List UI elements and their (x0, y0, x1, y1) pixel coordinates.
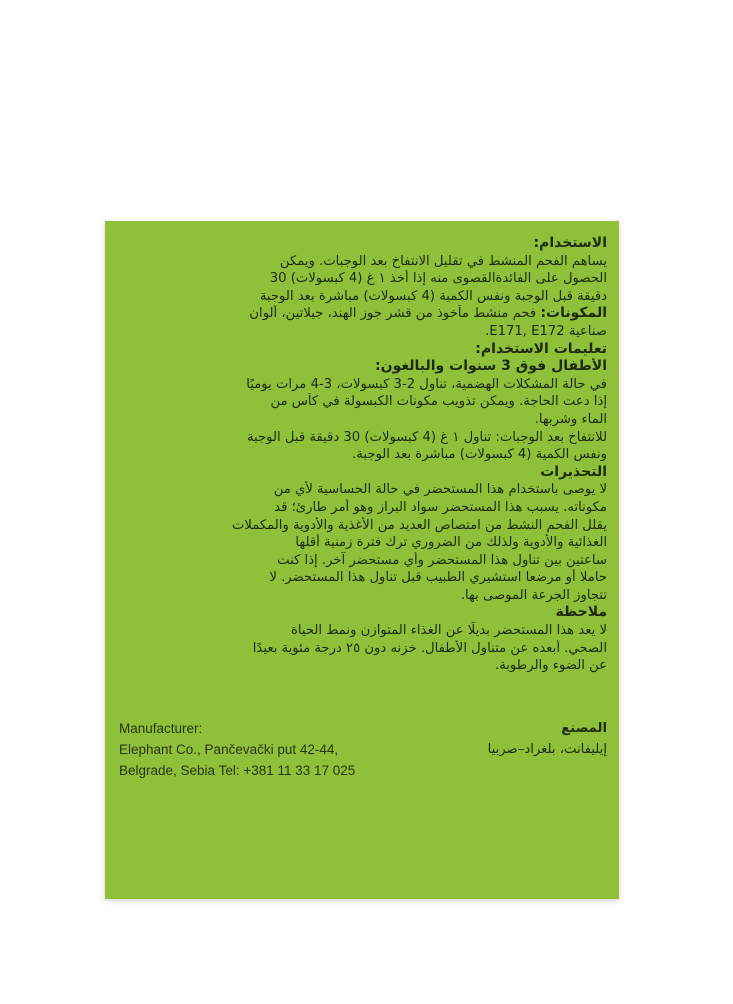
arabic-text-block (117, 235, 607, 675)
warnings-line: ساعتين بين تناول هذا المستحضر وأي مستحضر آخر. إذا كنت (277, 552, 607, 568)
warnings-line: مكوناته. يسبب هذا المستحضر سواد البراز وهو أمر طارئ؛ قد (274, 499, 607, 515)
manufacturer-address-line: Elephant Co., Pančevački put 42-44, (119, 742, 339, 757)
instructions-line: في حالة المشكلات الهضمية، تناول 2-3 كبسولات، 3-4 مرات يوميًا (246, 376, 607, 392)
warnings-line: الغذائية والأدوية ولذلك من الضروري ترك فترة زمنية أقلها (295, 535, 607, 551)
instructions-line: إذا دعت الحاجة. ويمكن تذويب مكونات الكبسولة في كأس من (270, 394, 607, 410)
warnings-line: يقلل الفحم النشط من امتصاص العديد من الأغذية والأدوية والمكملات (231, 517, 607, 533)
usage-line: الحصول على الفائدةالقصوى منه إذا أخذ ١ غ (4 كبسولات) 30 (269, 271, 607, 287)
warnings-line: لا يوصى باستخدام هذا المستحضر في حالة الحساسية لأي من (273, 482, 607, 498)
manufacturer-address-line: Belgrade, Sebia Tel: +381 11 33 17 025 (119, 763, 356, 778)
warnings-heading: التحذيرات (540, 463, 607, 480)
instructions-line: للانتفاخ بعد الوجبات: تناول ١ غ (4 كبسولات) 30 دقيقة قبل الوجبة (246, 429, 607, 445)
instructions-subheading: الأطفال فوق 3 سنوات والبالغون: (375, 358, 607, 375)
usage-line: دقيقة قبل الوجبة ونفس الكمية (4 كبسولات) مباشرة بعد الوجبة (259, 288, 607, 304)
ingredients-row (117, 305, 607, 323)
manufacturer-arabic (488, 718, 607, 760)
warnings-line: تتجاوز الجرعة الموصى بها. (460, 587, 607, 603)
note-line: عن الضوء والرطوبة. (495, 658, 607, 674)
manufacturer-heading: Manufacturer: (119, 721, 203, 736)
instructions-heading: تعليمات الاستخدام: (475, 340, 607, 357)
manufacturer-english (119, 718, 355, 781)
note-line: الصحي. أبعده عن متناول الأطفال. خزنه دون ٢٥ درجة مئوية بعيدًا (252, 640, 607, 656)
ingredients-line: فحم منشط مأخوذ من قشر جوز الهند، جيلاتين، ألوان (249, 306, 537, 322)
ingredients-line: صناعية E171, E172. (485, 323, 607, 339)
note-heading: ملاحظة (555, 604, 607, 621)
usage-heading: الاستخدام: (533, 235, 607, 251)
note-line: لا يعد هذا المستحضر بديلًا عن الغذاء المتوازن ونمط الحياة (291, 623, 607, 639)
instructions-line: الماء وشربها. (534, 411, 607, 427)
product-label-panel (105, 221, 619, 899)
warnings-line: حاملا أو مرضعا استشيري الطبيب قبل تناول هذا المستحضر. لا (269, 570, 607, 586)
usage-line: يساهم الفحم المنشط في تقليل الانتفاخ بعد الوجبات. ويمكن (279, 253, 607, 269)
instructions-line: ونفس الكمية (4 كبسولات) مباشرة بعد الوجبة. (352, 447, 607, 463)
ingredients-heading: المكونات: (540, 305, 607, 322)
manufacturer-arabic-heading: المصنع (561, 721, 607, 736)
manufacturer-arabic-line: إيليفانت، بلغراد–صربيا (487, 742, 607, 757)
